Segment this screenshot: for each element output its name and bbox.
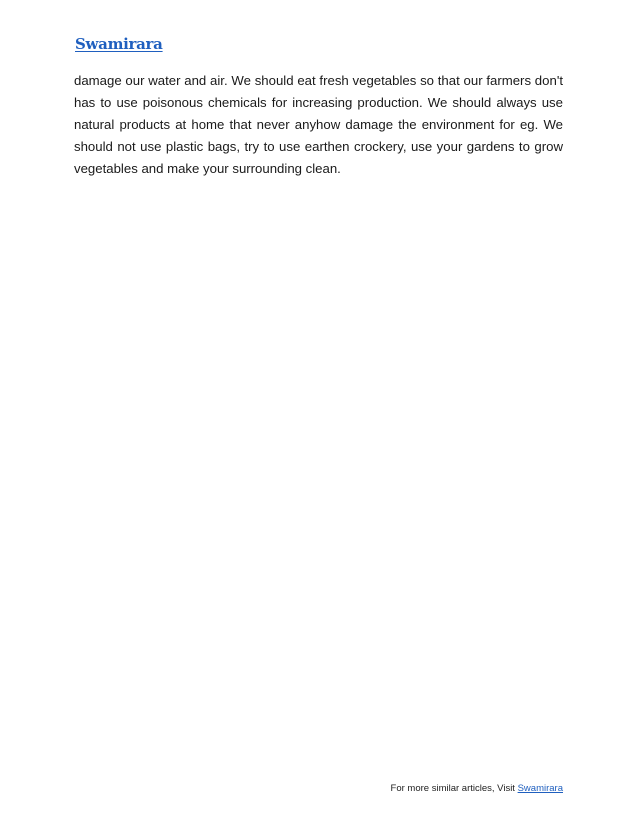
footer-text: For more similar articles, Visit [390, 783, 518, 794]
body-paragraph: damage our water and air. We should eat fresh vegetables so that our farmers don't has to use poisonous chemicals for increasing production. We should always use natural products at home that never anyhow damage the environment for eg. We should not use plastic bags, try to use earthen crockery, use your gardens to grow vegetables and make your surrounding clean. [74, 73, 563, 176]
footer-link[interactable]: Swamirara [517, 783, 563, 794]
page-footer [391, 783, 563, 794]
site-logo[interactable]: Swamirara [75, 35, 163, 53]
